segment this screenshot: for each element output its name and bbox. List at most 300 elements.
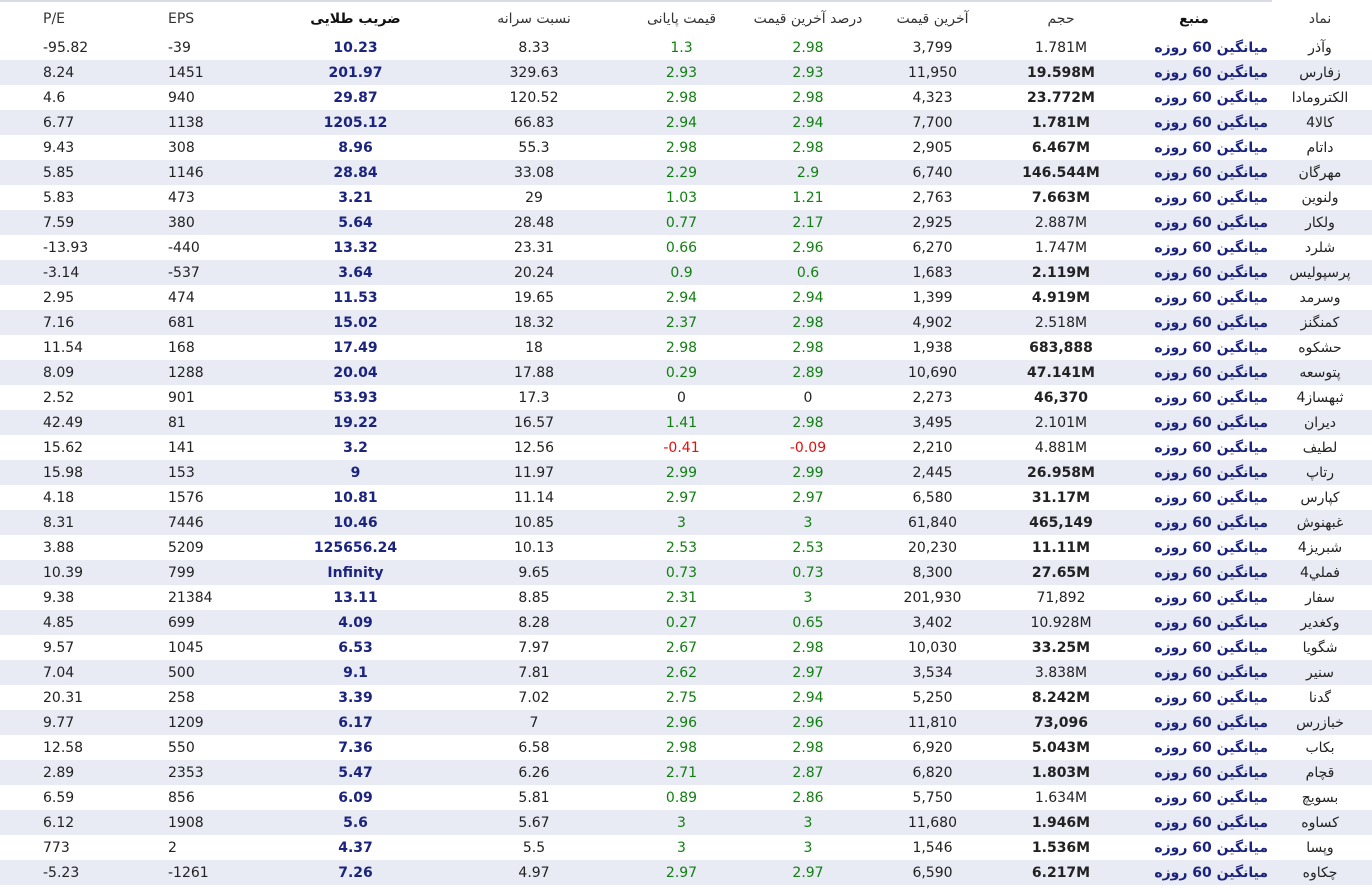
table-row[interactable] [0,485,1372,510]
last-price-percent-cell: 2.9 [753,160,863,185]
last-price-percent-cell: 2.94 [792,689,824,706]
close-price-cell: 2.98 [665,139,698,156]
volume-cell: 1.536M [1031,839,1091,856]
table-row[interactable] [0,410,1372,435]
close-price-cell: 2.98 [665,739,698,756]
last-price-percent-cell: 2.87 [753,760,863,785]
symbol-cell[interactable]: بکاب [1305,739,1335,756]
last-price-percent-cell: 2.53 [792,539,824,556]
volume-cell: 71,892 [1036,589,1086,606]
table-row[interactable] [0,810,1372,835]
gold-ratio-cell: 53.93 [333,389,378,406]
table-row[interactable] [0,160,1372,185]
gold-ratio-cell: 9 [253,460,458,485]
pe-cell: 2.89 [0,760,168,785]
col-header-volume[interactable]: حجم [1002,2,1120,35]
last-price-cell: 20,230 [908,539,957,556]
volume-cell: 11.11M [1031,539,1091,556]
per-capita-ratio-cell: 12.56 [513,439,555,456]
source-cell: میانگین 60 روزه [1120,110,1268,135]
header-row [0,2,1372,35]
symbol-cell[interactable]: کساوه [1268,810,1372,835]
source-cell: میانگین 60 روزه [1120,660,1268,685]
eps-cell: -39 [168,39,191,56]
table-row[interactable] [0,785,1372,810]
eps-cell: 141 [168,439,195,456]
symbol-cell[interactable]: کالا4 [1268,110,1372,135]
symbol-cell[interactable]: بسویچ [1301,789,1339,806]
pe-cell: 42.49 [0,410,168,435]
volume-cell: 683,888 [1029,339,1093,356]
last-price-cell: 2,210 [912,439,953,456]
per-capita-ratio-cell: 6.26 [458,760,610,785]
symbol-cell[interactable]: ولکار [1268,210,1372,235]
last-price-cell: 10,690 [863,360,1002,385]
pe-cell: 4.18 [43,489,75,506]
gold-ratio-cell: 17.49 [333,339,378,356]
volume-cell: 2.119M [1002,260,1120,285]
symbol-cell[interactable]: وسرمد [1299,289,1341,306]
symbol-cell[interactable]: غبهنوش [1268,510,1372,535]
per-capita-ratio-cell: 5.81 [518,789,550,806]
source-cell: میانگین 60 روزه [1120,810,1268,835]
close-price-cell: 2.29 [610,160,753,185]
last-price-percent-cell: 2.98 [792,639,824,656]
last-price-percent-cell: 0.65 [753,610,863,635]
table-body [0,35,1372,885]
pe-cell: 10.39 [0,560,168,585]
close-price-cell: 0.89 [665,789,698,806]
last-price-percent-cell: 2.94 [753,110,863,135]
pe-cell: 8.31 [0,510,168,535]
source-cell: میانگین 60 روزه [1154,239,1268,256]
source-cell: میانگین 60 روزه [1120,710,1268,735]
table-row[interactable] [0,110,1372,135]
symbol-cell[interactable]: پرسپولیس [1268,260,1372,285]
close-price-cell: 2.99 [610,460,753,485]
last-price-cell: 11,680 [863,810,1002,835]
table-row[interactable] [0,660,1372,685]
per-capita-ratio-cell: 8.33 [518,39,550,56]
symbol-cell[interactable]: وپسا [1306,839,1334,856]
symbol-cell[interactable]: حشکوه [1298,339,1342,356]
table-row[interactable] [0,310,1372,335]
close-price-cell: 1.41 [610,410,753,435]
last-price-percent-cell: 2.99 [753,460,863,485]
close-price-cell: 2.93 [610,60,753,85]
pe-cell: 9.43 [43,139,75,156]
source-cell: میانگین 60 روزه [1154,489,1268,506]
table-row[interactable] [0,635,1372,660]
table-row[interactable] [0,860,1372,885]
volume-cell: 2.101M [1002,410,1120,435]
pe-cell: 20.31 [43,689,84,706]
eps-cell: 473 [168,189,195,206]
table-row[interactable] [0,510,1372,535]
gold-ratio-cell: 11.53 [333,289,378,306]
symbol-cell[interactable]: شلرد [1304,239,1336,256]
eps-cell: 500 [168,660,253,685]
per-capita-ratio-cell: 7 [458,710,610,735]
table-row[interactable] [0,560,1372,585]
per-capita-ratio-cell: 55.3 [518,139,550,156]
last-price-percent-cell: 3 [753,810,863,835]
close-price-cell: 2.37 [610,310,753,335]
per-capita-ratio-cell: 6.58 [518,739,550,756]
close-price-cell: 3 [610,810,753,835]
close-price-cell: 2.62 [610,660,753,685]
eps-cell: 1451 [168,60,253,85]
volume-cell: 31.17M [1031,489,1091,506]
pe-cell: 5.83 [43,189,75,206]
last-price-percent-cell: 2.98 [792,739,824,756]
last-price-cell: 3,799 [912,39,953,56]
table-row[interactable] [0,610,1372,635]
close-price-cell: 2.94 [610,110,753,135]
close-price-cell: 0.9 [610,260,753,285]
per-capita-ratio-cell: 18 [525,339,543,356]
last-price-cell: 6,820 [863,760,1002,785]
last-price-percent-cell: 2.89 [753,360,863,385]
col-header-per-capita-ratio[interactable]: نسبت سرانه [458,2,610,35]
table-row[interactable] [0,285,1372,310]
volume-cell: 47.141M [1002,360,1120,385]
gold-ratio-cell: 3.2 [343,439,368,456]
symbol-cell[interactable]: شگویا [1302,639,1338,656]
source-cell: میانگین 60 روزه [1120,210,1268,235]
pe-cell: 6.77 [0,110,168,135]
close-price-cell: 2.97 [610,860,753,885]
last-price-cell: 1,683 [863,260,1002,285]
pe-cell: -5.23 [0,860,168,885]
last-price-cell: 201,930 [903,589,962,606]
eps-cell: 1138 [168,110,253,135]
gold-ratio-cell: 9.1 [253,660,458,685]
volume-cell: 1.634M [1034,789,1088,806]
pe-cell: 15.62 [43,439,84,456]
last-price-percent-cell: 2.17 [753,210,863,235]
last-price-percent-cell: 2.97 [753,660,863,685]
per-capita-ratio-cell: 16.57 [458,410,610,435]
source-cell: میانگین 60 روزه [1120,160,1268,185]
col-header-symbol[interactable]: نماد [1268,2,1372,35]
table-row[interactable] [0,35,1372,60]
close-price-cell: 2.97 [665,489,698,506]
volume-cell: 3.838M [1002,660,1120,685]
volume-cell: 1.747M [1034,239,1088,256]
last-price-percent-cell: 1.21 [792,189,824,206]
per-capita-ratio-cell: 7.97 [518,639,550,656]
last-price-percent-cell: 2.86 [792,789,824,806]
volume-cell: 2.887M [1002,210,1120,235]
per-capita-ratio-cell: 5.5 [522,839,546,856]
symbol-cell[interactable]: الکترومادا [1291,89,1349,106]
symbol-cell[interactable]: ثبهساز4 [1296,389,1344,406]
source-cell: میانگین 60 روزه [1120,510,1268,535]
table-row[interactable] [0,235,1372,260]
last-price-cell: 4,323 [912,89,953,106]
volume-cell: 23.772M [1027,89,1095,106]
source-cell: میانگین 60 روزه [1154,789,1268,806]
last-price-cell: 1,546 [912,839,953,856]
symbol-cell[interactable]: دیران [1268,410,1372,435]
last-price-cell: 1,938 [912,339,953,356]
gold-ratio-cell: 5.47 [253,760,458,785]
volume-cell: 33.25M [1031,639,1091,656]
source-cell: میانگین 60 روزه [1154,189,1268,206]
last-price-cell: 11,810 [863,710,1002,735]
table-row[interactable] [0,735,1372,760]
table-row[interactable] [0,210,1372,235]
pe-cell: 8.09 [0,360,168,385]
last-price-cell: 10,030 [908,639,957,656]
table-row[interactable] [0,585,1372,610]
symbol-cell[interactable]: کپارس [1300,489,1340,506]
per-capita-ratio-cell: 17.88 [458,360,610,385]
volume-cell: 465,149 [1002,510,1120,535]
table-row[interactable] [0,335,1372,360]
symbol-cell[interactable]: خبازرس [1268,710,1372,735]
pe-cell: 9.57 [43,639,75,656]
source-cell: میانگین 60 روزه [1120,410,1268,435]
last-price-cell: 2,273 [912,389,953,406]
close-price-cell: 2.53 [665,539,698,556]
per-capita-ratio-cell: 10.13 [513,539,555,556]
eps-cell: 1288 [168,360,253,385]
table-row[interactable] [0,460,1372,485]
close-price-cell: 1.3 [670,39,693,56]
symbol-cell[interactable]: سنیر [1268,660,1372,685]
col-header-last-price[interactable]: آخرین قیمت [863,2,1002,35]
pe-cell: 12.58 [43,739,84,756]
close-price-cell: 2.96 [610,710,753,735]
symbol-cell[interactable]: زفارس [1268,60,1372,85]
per-capita-ratio-cell: 11.97 [458,460,610,485]
source-cell: میانگین 60 روزه [1154,739,1268,756]
table-row[interactable] [0,835,1372,860]
pe-cell: 8.24 [0,60,168,85]
per-capita-ratio-cell: 8.85 [518,589,550,606]
col-header-close-price[interactable]: قیمت پایانی [610,2,753,35]
eps-cell: 681 [168,310,253,335]
per-capita-ratio-cell: 11.14 [513,489,555,506]
last-price-percent-cell: 2.97 [753,860,863,885]
volume-cell: 2.518M [1002,310,1120,335]
volume-cell: 19.598M [1002,60,1120,85]
close-price-cell: 3 [610,510,753,535]
close-price-cell: 2.98 [665,89,698,106]
table-row[interactable] [0,760,1372,785]
volume-cell: 1.946M [1002,810,1120,835]
gold-ratio-cell: 6.09 [338,789,373,806]
volume-cell: 46,370 [1033,389,1089,406]
symbol-cell[interactable]: لطیف [1302,439,1338,456]
last-price-percent-cell: 0.73 [753,560,863,585]
pe-cell: 4.85 [0,610,168,635]
pe-cell: 773 [43,839,70,856]
per-capita-ratio-cell: 33.08 [458,160,610,185]
gold-ratio-cell: 13.32 [333,239,378,256]
per-capita-ratio-cell: 10.85 [458,510,610,535]
eps-cell: 2 [168,839,177,856]
gold-ratio-cell: 1205.12 [253,110,458,135]
last-price-cell: 5,750 [912,789,953,806]
symbol-cell[interactable]: چکاوه [1268,860,1372,885]
close-price-cell: 0.27 [610,610,753,635]
last-price-cell: 8,300 [863,560,1002,585]
close-price-cell: 2.94 [665,289,698,306]
volume-cell: 73,096 [1002,710,1120,735]
volume-cell: 6.467M [1031,139,1091,156]
eps-cell: 308 [168,139,195,156]
table-row[interactable] [0,385,1372,410]
last-price-cell: 2,925 [863,210,1002,235]
eps-cell: 1908 [168,810,253,835]
symbol-cell[interactable]: مهرگان [1268,160,1372,185]
eps-cell: 21384 [168,589,213,606]
close-price-cell: 0.77 [610,210,753,235]
gold-ratio-cell: 5.64 [253,210,458,235]
last-price-cell: 2,905 [912,139,953,156]
close-price-cell: 2.98 [665,339,698,356]
symbol-cell[interactable]: وآذر [1308,39,1332,56]
table-row[interactable] [0,360,1372,385]
source-cell: میانگین 60 روزه [1120,760,1268,785]
eps-cell: 168 [168,339,195,356]
eps-cell: 2353 [168,760,253,785]
source-cell: میانگین 60 روزه [1154,539,1268,556]
last-price-percent-cell: 2.97 [792,489,824,506]
stock-table [0,2,1372,885]
eps-cell: 380 [168,210,253,235]
symbol-cell[interactable]: شبریز4 [1297,539,1343,556]
source-cell: میانگین 60 روزه [1120,310,1268,335]
last-price-cell: 2,445 [863,460,1002,485]
gold-ratio-cell: 15.02 [253,310,458,335]
pe-cell: 3.88 [43,539,75,556]
col-header-eps[interactable]: EPS [168,2,253,35]
eps-cell: 550 [168,739,195,756]
per-capita-ratio-cell: 4.97 [458,860,610,885]
last-price-percent-cell: 0 [803,389,813,406]
source-cell: میانگین 60 روزه [1154,89,1268,106]
last-price-percent-cell: 2.94 [792,289,824,306]
volume-cell: 8.242M [1031,689,1091,706]
gold-ratio-cell: 6.17 [253,710,458,735]
gold-ratio-cell: 29.87 [333,89,378,106]
col-header-last-price-percent[interactable]: درصد آخرین قیمت [753,2,863,35]
last-price-cell: 2,763 [912,189,953,206]
per-capita-ratio-cell: 17.3 [518,389,550,406]
gold-ratio-cell: 201.97 [253,60,458,85]
close-price-cell: 0 [677,389,686,406]
gold-ratio-cell: 10.81 [333,489,378,506]
symbol-cell[interactable]: کمنگنز [1268,310,1372,335]
last-price-cell: 1,399 [912,289,953,306]
gold-ratio-cell: 28.84 [253,160,458,185]
table-row[interactable] [0,135,1372,160]
close-price-cell: 3 [677,839,686,856]
table-row[interactable] [0,185,1372,210]
volume-cell: 1.781M [1034,39,1088,56]
col-header-gold-ratio[interactable]: ضریب طلایی [253,2,458,35]
per-capita-ratio-cell: 7.81 [458,660,610,685]
pe-cell: 7.04 [0,660,168,685]
volume-cell: 6.217M [1002,860,1120,885]
eps-cell: 940 [168,89,195,106]
last-price-cell: 3,495 [863,410,1002,435]
last-price-percent-cell: 0.6 [753,260,863,285]
per-capita-ratio-cell: 5.67 [458,810,610,835]
table-row[interactable] [0,60,1372,85]
symbol-cell[interactable]: داتام [1306,139,1334,156]
pe-cell: 15.98 [0,460,168,485]
symbol-cell[interactable]: قچام [1268,760,1372,785]
last-price-percent-cell: 2.98 [792,139,824,156]
eps-cell: 1045 [168,639,204,656]
eps-cell: -1261 [168,860,253,885]
gold-ratio-cell: 13.11 [333,589,378,606]
source-cell: میانگین 60 روزه [1120,860,1268,885]
pe-cell: 11.54 [43,339,84,356]
gold-ratio-cell: 125656.24 [313,539,398,556]
last-price-percent-cell: 2.93 [753,60,863,85]
pe-cell: 6.12 [0,810,168,835]
col-header-source[interactable]: منبع [1120,2,1268,35]
per-capita-ratio-cell: 120.52 [509,89,559,106]
pe-cell: 6.59 [43,789,75,806]
source-cell: میانگین 60 روزه [1154,389,1268,406]
gold-ratio-cell: 3.39 [338,689,373,706]
close-price-cell: 1.03 [665,189,698,206]
table-row[interactable] [0,435,1372,460]
volume-cell: 5.043M [1031,739,1091,756]
per-capita-ratio-cell: 19.65 [513,289,555,306]
gold-ratio-cell: Infinity [253,560,458,585]
symbol-cell[interactable]: پتوسعه [1268,360,1372,385]
volume-cell: 27.65M [1002,560,1120,585]
table-row[interactable] [0,685,1372,710]
symbol-cell[interactable]: فملي4 [1268,560,1372,585]
symbol-cell[interactable]: وکغدیر [1268,610,1372,635]
last-price-cell: 6,740 [863,160,1002,185]
source-cell: میانگین 60 روزه [1120,60,1268,85]
volume-cell: 146.544M [1002,160,1120,185]
table-row[interactable] [0,260,1372,285]
volume-cell: 7.663M [1031,189,1091,206]
source-cell: میانگین 60 روزه [1120,460,1268,485]
table-row[interactable] [0,85,1372,110]
last-price-percent-cell: 2.98 [753,310,863,335]
source-cell: میانگین 60 روزه [1120,610,1268,635]
source-cell: میانگین 60 روزه [1154,139,1268,156]
last-price-percent-cell: 2.96 [792,239,824,256]
last-price-cell: 5,250 [912,689,953,706]
last-price-percent-cell: 3 [803,589,813,606]
table-row[interactable] [0,535,1372,560]
symbol-cell[interactable]: گدنا [1308,689,1332,706]
per-capita-ratio-cell: 18.32 [458,310,610,335]
eps-cell: 258 [168,689,195,706]
symbol-cell[interactable]: رتاپ [1268,460,1372,485]
last-price-percent-cell: 3 [803,839,813,856]
close-price-cell: 2.75 [665,689,698,706]
symbol-cell[interactable]: ولنوین [1301,189,1339,206]
table-row[interactable] [0,710,1372,735]
col-header-pe[interactable]: P/E [0,2,168,35]
eps-cell: 474 [168,289,195,306]
symbol-cell[interactable]: سفار [1305,589,1335,606]
